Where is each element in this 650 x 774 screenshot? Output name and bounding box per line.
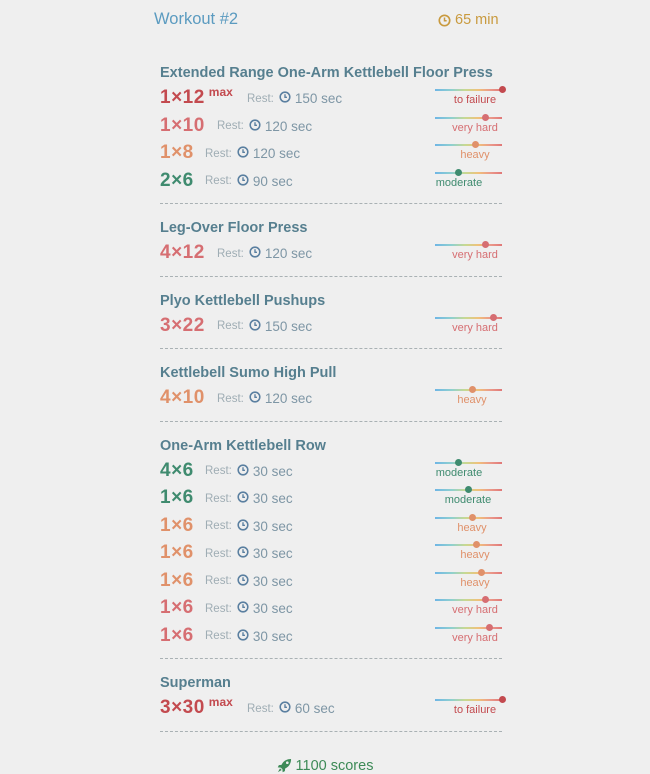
exercise-block xyxy=(160,362,502,422)
set-count xyxy=(160,460,194,482)
clock-icon xyxy=(249,319,261,334)
reps-value: 1×10 xyxy=(160,114,205,136)
rest-time: 150 sec xyxy=(264,318,313,334)
intensity-marker xyxy=(469,514,476,521)
intensity-label: very hard xyxy=(452,631,498,644)
rest-label: Rest: xyxy=(217,392,244,405)
rest-label: Rest: xyxy=(205,602,232,615)
rest-info xyxy=(205,574,293,589)
set-row xyxy=(160,567,502,595)
rest-info xyxy=(205,629,293,644)
clock-icon xyxy=(249,246,261,261)
set-count xyxy=(160,315,205,337)
intensity-track xyxy=(435,572,502,574)
clock-icon xyxy=(237,629,249,644)
intensity-marker xyxy=(472,141,479,148)
set-row xyxy=(160,239,502,267)
set-row xyxy=(160,484,502,512)
clock-icon xyxy=(237,519,249,534)
intensity-gauge[interactable] xyxy=(435,696,502,720)
set-row xyxy=(160,84,502,112)
exercise-name[interactable]: Kettlebell Sumo High Pull xyxy=(160,365,337,381)
workout-title: Workout #2 xyxy=(154,10,239,28)
intensity-marker xyxy=(469,386,476,393)
set-row xyxy=(160,539,502,567)
set-count xyxy=(160,142,194,164)
reps-value: 1×6 xyxy=(160,569,194,591)
set-row xyxy=(160,694,502,722)
intensity-label: very hard xyxy=(452,249,498,261)
intensity-label: moderate xyxy=(444,494,492,506)
reps-value: 4×6 xyxy=(160,459,194,481)
rest-label: Rest: xyxy=(217,320,244,332)
exercise-block xyxy=(160,435,502,660)
intensity-gauge[interactable] xyxy=(435,569,502,593)
reps-value: 4×12 xyxy=(160,242,205,263)
rest-label: Rest: xyxy=(217,120,244,132)
intensity-label: moderate xyxy=(435,466,483,479)
set-row xyxy=(160,167,502,195)
rest-label: Rest: xyxy=(205,465,232,477)
rest-info xyxy=(217,119,312,134)
intensity-marker xyxy=(455,459,462,466)
intensity-gauge[interactable] xyxy=(435,459,502,483)
rest-time: 120 sec xyxy=(264,246,313,261)
rest-info xyxy=(247,701,335,716)
rest-label: Rest: xyxy=(205,630,232,642)
rest-time: 120 sec xyxy=(264,118,313,134)
set-row xyxy=(160,312,502,340)
intensity-track xyxy=(435,462,502,464)
rest-label: Rest: xyxy=(205,575,232,587)
intensity-label: heavy xyxy=(460,149,490,161)
rest-label: Rest: xyxy=(205,520,232,532)
set-count xyxy=(160,542,194,564)
intensity-gauge[interactable] xyxy=(435,541,502,565)
rest-info xyxy=(205,519,293,534)
exercise-block xyxy=(160,62,502,204)
intensity-track xyxy=(435,244,502,246)
intensity-label: to failure xyxy=(453,94,497,106)
exercise-name[interactable]: Leg-Over Floor Press xyxy=(160,220,308,236)
intensity-marker xyxy=(482,114,489,121)
set-row xyxy=(160,622,502,650)
intensity-gauge[interactable] xyxy=(435,624,502,648)
intensity-track xyxy=(435,144,502,146)
intensity-marker xyxy=(482,241,489,248)
intensity-label: heavy xyxy=(460,549,490,561)
intensity-gauge[interactable] xyxy=(435,314,502,338)
rest-time: 60 sec xyxy=(294,701,335,716)
set-count xyxy=(160,597,194,619)
reps-value: 2×6 xyxy=(160,169,194,191)
rest-time: 30 sec xyxy=(252,518,293,534)
intensity-label: to failure xyxy=(453,704,497,716)
set-count xyxy=(160,570,194,592)
scores-label: 1100 scores xyxy=(295,757,374,774)
clock-icon xyxy=(237,174,249,189)
intensity-track xyxy=(435,599,502,601)
reps-value: 1×6 xyxy=(160,624,194,646)
exercise-block xyxy=(160,290,502,350)
reps-value: 4×10 xyxy=(160,387,205,408)
intensity-marker xyxy=(473,541,480,548)
rest-time: 150 sec xyxy=(294,91,343,106)
rest-label: Rest: xyxy=(205,492,232,505)
intensity-gauge[interactable] xyxy=(435,596,502,620)
max-badge: max xyxy=(208,85,233,99)
intensity-gauge[interactable] xyxy=(435,486,502,510)
rest-time: 30 sec xyxy=(252,491,293,506)
rest-label: Rest: xyxy=(247,702,274,715)
set-count xyxy=(160,387,205,409)
set-row xyxy=(160,512,502,540)
clock-icon xyxy=(279,91,291,106)
set-count xyxy=(160,625,194,647)
exercise-name[interactable]: One-Arm Kettlebell Row xyxy=(160,437,326,454)
rest-time: 30 sec xyxy=(252,546,293,561)
exercise-name[interactable]: Plyo Kettlebell Pushups xyxy=(160,292,326,309)
rest-info xyxy=(205,601,293,616)
rest-time: 120 sec xyxy=(264,391,313,406)
reps-value: 3×30 xyxy=(160,697,205,718)
intensity-track xyxy=(435,89,502,91)
set-row xyxy=(160,457,502,485)
exercise-block xyxy=(160,217,502,277)
intensity-marker xyxy=(499,696,506,703)
intensity-gauge[interactable] xyxy=(435,386,502,410)
intensity-marker xyxy=(482,596,489,603)
intensity-label: very hard xyxy=(452,321,498,334)
reps-value: 1×6 xyxy=(160,597,194,618)
clock-icon xyxy=(279,701,291,716)
workout-header xyxy=(0,0,650,58)
intensity-label: heavy xyxy=(457,521,487,534)
rest-time: 30 sec xyxy=(252,573,293,589)
rest-info xyxy=(247,91,342,106)
intensity-label: heavy xyxy=(460,576,490,589)
rest-label: Rest: xyxy=(217,247,244,260)
intensity-marker xyxy=(490,314,497,321)
intensity-label: very hard xyxy=(452,121,498,134)
intensity-label: heavy xyxy=(457,394,487,406)
workout-duration xyxy=(438,12,499,28)
rest-time: 30 sec xyxy=(252,463,293,479)
intensity-gauge[interactable] xyxy=(435,169,502,193)
clock-icon xyxy=(438,14,451,27)
exercise-block xyxy=(160,672,502,732)
reps-value: 1×6 xyxy=(160,514,194,536)
clock-icon xyxy=(237,464,249,479)
intensity-track xyxy=(435,544,502,546)
clock-icon xyxy=(237,601,249,616)
intensity-marker xyxy=(478,569,485,576)
rest-time: 120 sec xyxy=(252,146,301,161)
rest-info xyxy=(217,319,312,334)
clock-icon xyxy=(237,491,249,506)
max-badge: max xyxy=(208,695,233,709)
intensity-gauge[interactable] xyxy=(435,514,502,538)
set-count xyxy=(160,170,194,192)
exercise-list xyxy=(0,62,650,732)
reps-value: 1×6 xyxy=(160,487,194,508)
clock-icon xyxy=(249,391,261,406)
clock-icon xyxy=(237,574,249,589)
intensity-label: moderate xyxy=(435,176,483,189)
exercise-name[interactable]: Extended Range One-Arm Kettlebell Floor Press xyxy=(160,65,493,81)
exercise-name[interactable]: Superman xyxy=(160,675,231,691)
rest-label: Rest: xyxy=(247,92,274,105)
rest-time: 30 sec xyxy=(252,601,293,616)
set-count xyxy=(160,515,194,537)
rest-label: Rest: xyxy=(205,547,232,560)
rest-info xyxy=(205,464,293,479)
scores-footer xyxy=(0,758,650,774)
intensity-gauge[interactable] xyxy=(435,86,502,110)
set-row xyxy=(160,112,502,140)
rest-info xyxy=(205,546,293,561)
intensity-marker xyxy=(465,486,472,493)
rest-label: Rest: xyxy=(205,175,232,187)
reps-value: 1×12 xyxy=(160,87,205,108)
set-row xyxy=(160,594,502,622)
intensity-track xyxy=(435,172,502,174)
clock-icon xyxy=(237,146,249,161)
intensity-marker xyxy=(499,86,506,93)
rest-info xyxy=(217,246,312,261)
set-count xyxy=(160,242,205,264)
set-count xyxy=(160,487,194,509)
clock-icon xyxy=(237,546,249,561)
intensity-track xyxy=(435,117,502,119)
intensity-gauge[interactable] xyxy=(435,114,502,138)
duration-value: 65 min xyxy=(455,12,499,28)
intensity-marker xyxy=(455,169,462,176)
rest-info xyxy=(205,491,293,506)
set-count xyxy=(160,697,233,719)
rest-info xyxy=(205,174,293,189)
intensity-gauge[interactable] xyxy=(435,141,502,165)
set-row xyxy=(160,384,502,412)
intensity-label: very hard xyxy=(452,604,498,616)
set-row xyxy=(160,139,502,167)
set-count xyxy=(160,87,233,109)
set-count xyxy=(160,115,205,137)
rest-time: 30 sec xyxy=(252,628,293,644)
rocket-icon xyxy=(277,758,292,773)
rest-info xyxy=(217,391,312,406)
reps-value: 1×6 xyxy=(160,542,194,563)
intensity-marker xyxy=(486,624,493,631)
rest-label: Rest: xyxy=(205,147,232,160)
rest-info xyxy=(205,146,300,161)
rest-time: 90 sec xyxy=(252,173,293,189)
intensity-track xyxy=(435,699,502,701)
intensity-gauge[interactable] xyxy=(435,241,502,265)
reps-value: 1×8 xyxy=(160,142,194,163)
clock-icon xyxy=(249,119,261,134)
reps-value: 3×22 xyxy=(160,314,205,336)
